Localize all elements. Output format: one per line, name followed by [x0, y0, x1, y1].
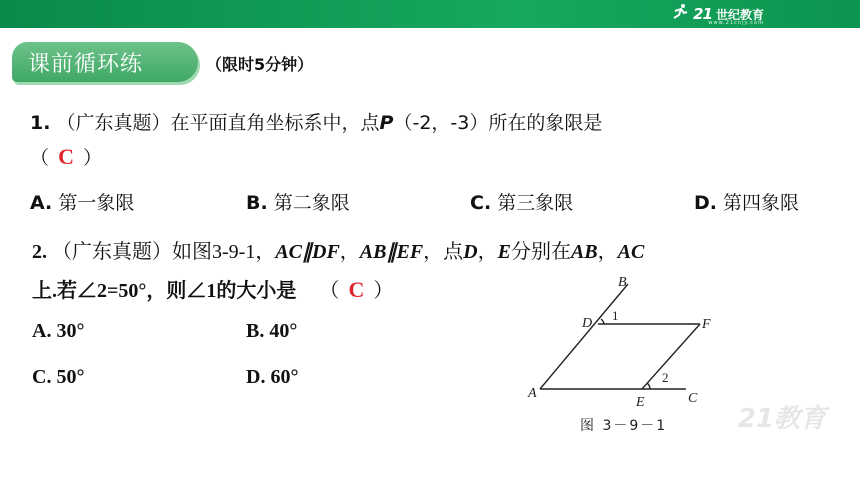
q1-option-c-text: 第三象限	[497, 192, 574, 214]
q1-stem-a: 在平面直角坐标系中，点	[170, 112, 380, 134]
question-1	[30, 106, 830, 175]
time-limit-note: （限时5分钟）	[206, 55, 314, 74]
label-angle-2: 2	[662, 370, 669, 385]
label-angle-1: 1	[612, 308, 619, 323]
q1-answer: C	[58, 144, 74, 169]
q1-option-d[interactable]	[694, 188, 799, 215]
q2-number: 2.	[32, 241, 47, 263]
q1-paren-open: （	[30, 147, 50, 169]
label-b: B	[618, 275, 627, 290]
q2-segment-ac: AC	[617, 241, 645, 263]
q1-option-b[interactable]	[246, 188, 350, 215]
q2-comma-3: ，	[597, 241, 618, 263]
q2-stem-c: 分别在	[510, 241, 571, 263]
figure-caption: 图 3－9－1	[580, 418, 668, 434]
brand-url: www.21cnjy.com	[708, 20, 764, 26]
q1-stem-b: （-2，-3）所在的象限是	[393, 112, 603, 134]
q2-rel-1: AC∥DF	[275, 241, 340, 263]
q1-option-b-letter: B.	[246, 192, 268, 214]
label-c: C	[688, 391, 698, 406]
q1-option-d-text: 第四象限	[723, 192, 800, 214]
q2-comma-1: ，	[339, 241, 360, 263]
label-a: A	[528, 386, 537, 401]
q1-number: 1.	[30, 112, 51, 134]
label-f: F	[702, 317, 711, 332]
q1-option-d-letter: D.	[694, 192, 717, 214]
runner-icon	[671, 3, 689, 25]
top-bar	[0, 0, 860, 28]
q1-option-c-letter: C.	[470, 192, 492, 214]
q2-point-d: D	[463, 241, 478, 263]
q2-source: （广东真题）	[52, 241, 172, 263]
q2-point-e: E	[497, 241, 511, 263]
brand-mark: 21	[693, 5, 712, 23]
section-banner	[12, 42, 198, 82]
q2-stem-a: 如图3-9-1，	[172, 241, 276, 263]
q2-stem-b: ，点	[423, 241, 464, 263]
q1-option-a-letter: A.	[30, 192, 53, 214]
line-ef	[642, 324, 700, 389]
q2-stem-d: 上.若∠2=50°，则∠1的大小是	[32, 280, 297, 302]
q2-rel-2: AB∥EF	[359, 241, 424, 263]
q1-source: （广东真题）	[56, 112, 171, 134]
label-d: D	[582, 316, 593, 331]
q2-option-c[interactable]: C. 50°	[32, 366, 85, 388]
angle-1-arc	[601, 319, 604, 324]
q2-option-d[interactable]: D. 60°	[246, 366, 299, 388]
q1-option-a[interactable]	[30, 188, 134, 215]
angle-2-arc	[647, 383, 650, 389]
q1-option-c[interactable]	[470, 188, 573, 215]
banner-title: 课前循环练	[28, 51, 144, 77]
q1-option-b-text: 第二象限	[273, 192, 350, 214]
brand-name: 世纪教育	[715, 7, 764, 22]
q1-point: P	[379, 112, 394, 134]
q2-segment-ab: AB	[570, 241, 598, 263]
q2-option-b[interactable]: B. 40°	[246, 320, 298, 342]
q1-paren-close: ）	[83, 147, 103, 169]
q2-paren-open: （	[319, 280, 340, 302]
q2-option-a[interactable]: A. 30°	[32, 320, 85, 342]
q2-answer: C	[348, 277, 365, 302]
q2-comma-2: ，	[477, 241, 498, 263]
watermark: 21教育	[737, 404, 826, 434]
q2-paren-close: ）	[373, 280, 394, 302]
line-ab	[540, 284, 628, 389]
q1-option-a-text: 第一象限	[58, 192, 135, 214]
label-e: E	[636, 395, 645, 410]
